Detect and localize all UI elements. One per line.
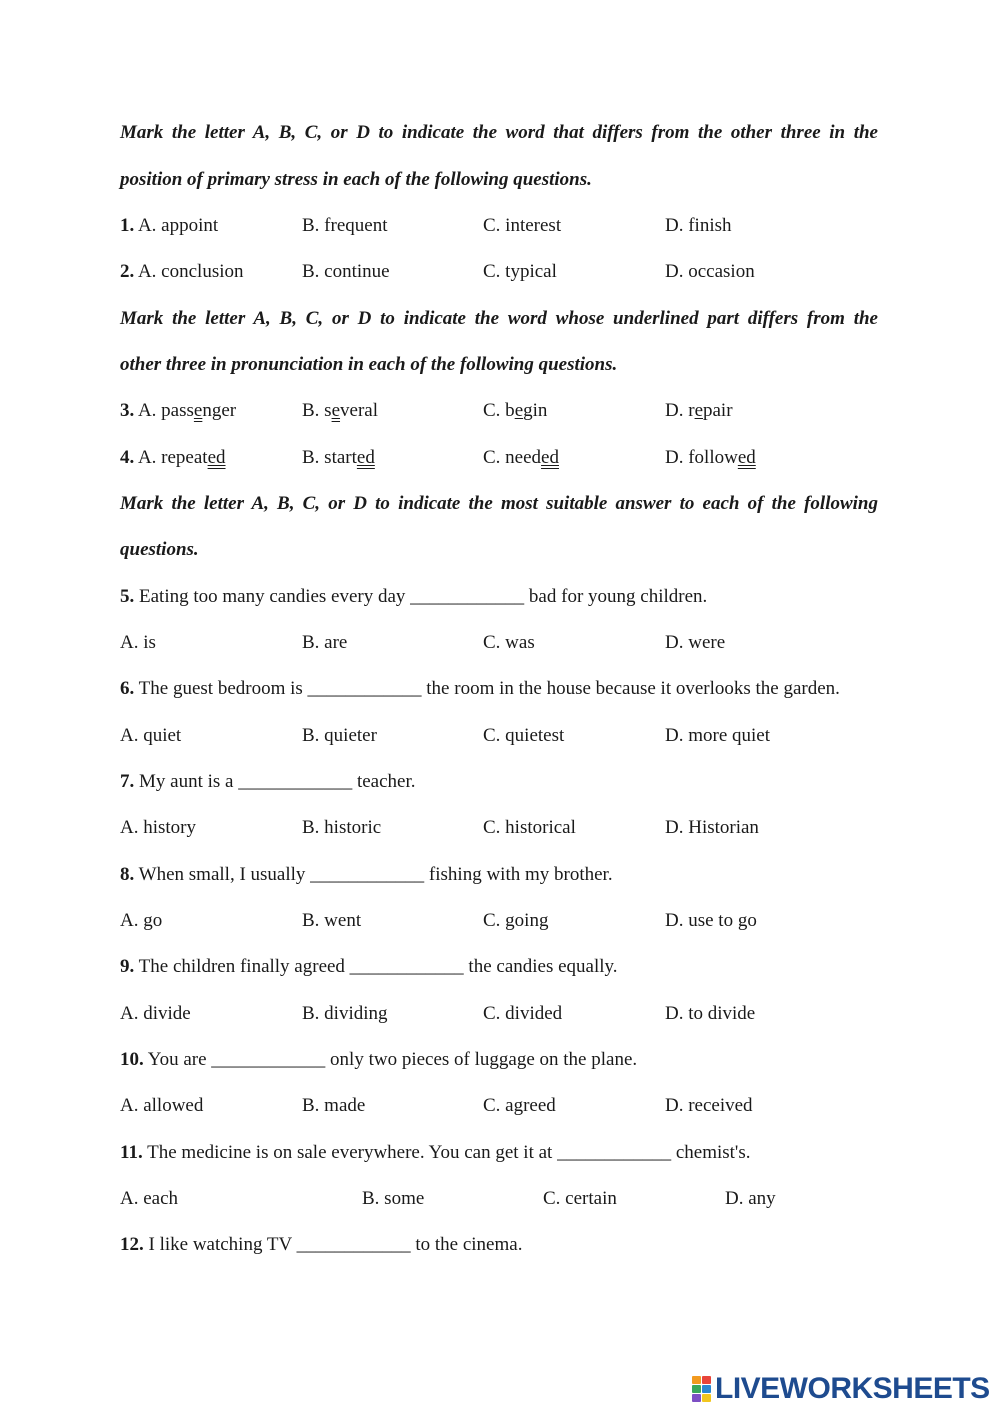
- question-10-option-c[interactable]: C. agreed: [483, 1095, 556, 1116]
- instruction-stress-line-1: Mark the letter A, B, C, or D to indicate the word that differs from the other three in the: [120, 122, 878, 143]
- question-6-option-a[interactable]: A. quiet: [120, 725, 182, 746]
- question-4-option-b[interactable]: [302, 446, 375, 470]
- liveworksheets-logo-icon: [692, 1376, 711, 1402]
- question-number: 8.: [120, 864, 135, 885]
- instruction-answer-line-2: questions.: [120, 539, 199, 560]
- option-text: C. b: [483, 400, 515, 421]
- logo-square: [692, 1385, 701, 1393]
- question-11-option-d[interactable]: D. any: [725, 1188, 776, 1209]
- question-2-option-d[interactable]: D. occasion: [665, 261, 755, 282]
- question-7-option-d[interactable]: D. Historian: [665, 817, 759, 838]
- question-8-option-a[interactable]: A. go: [120, 910, 163, 931]
- question-number: 6.: [120, 678, 135, 699]
- question-11-option-b[interactable]: B. some: [362, 1188, 425, 1209]
- underlined-part: ed: [207, 447, 226, 468]
- question-1-option-c[interactable]: C. interest: [483, 215, 562, 236]
- question-3-option-b[interactable]: [302, 399, 378, 423]
- liveworksheets-logo[interactable]: [692, 1372, 990, 1406]
- question-text: My aunt is a ____________ teacher.: [139, 771, 416, 792]
- question-text: I like watching TV ____________ to the cinema.: [148, 1234, 523, 1255]
- question-1-option-a-text: A. appoint: [137, 215, 219, 236]
- question-3-option-c[interactable]: [483, 399, 547, 423]
- question-text: When small, I usually ____________ fishing with my brother.: [138, 864, 613, 885]
- option-text: B. s: [302, 400, 332, 421]
- instruction-answer-line-1: Mark the letter A, B, C, or D to indicate the most suitable answer to each of the following: [120, 493, 878, 514]
- question-text: You are ____________ only two pieces of luggage on the plane.: [147, 1049, 638, 1070]
- question-5-stem: [120, 585, 707, 609]
- instruction-pronunciation-line-2: other three in pronunciation in each of the following questions.: [120, 354, 618, 375]
- question-8-option-c[interactable]: C. going: [483, 910, 549, 931]
- question-11-stem: [120, 1141, 751, 1165]
- question-text: Eating too many candies every day ____________ bad for young children.: [139, 586, 708, 607]
- question-6-option-d[interactable]: D. more quiet: [665, 725, 771, 746]
- underlined-part: ed: [356, 447, 375, 468]
- question-11-option-c[interactable]: C. certain: [543, 1188, 617, 1209]
- question-4-option-d[interactable]: [665, 446, 756, 470]
- question-5-option-d[interactable]: D. were: [665, 632, 726, 653]
- question-10-option-a[interactable]: A. allowed: [120, 1095, 204, 1116]
- option-text: D. follow: [665, 447, 738, 468]
- question-6-option-b[interactable]: B. quieter: [302, 725, 377, 746]
- question-1-option-a[interactable]: [120, 214, 218, 238]
- option-text: gin: [523, 400, 548, 421]
- question-10-option-b[interactable]: B. made: [302, 1095, 366, 1116]
- question-1-option-b[interactable]: B. frequent: [302, 215, 388, 236]
- question-9-stem: [120, 955, 618, 979]
- question-text: The guest bedroom is ____________ the room in the house because it overlooks the garden.: [138, 678, 840, 699]
- underlined-part: e: [694, 400, 703, 421]
- question-9-option-c[interactable]: C. divided: [483, 1003, 563, 1024]
- question-12-stem: [120, 1233, 522, 1257]
- question-7-option-a[interactable]: A. history: [120, 817, 196, 838]
- question-2-option-b[interactable]: B. continue: [302, 261, 390, 282]
- question-5-option-b[interactable]: B. are: [302, 632, 348, 653]
- question-3-option-a[interactable]: [120, 399, 236, 423]
- underlined-part: e: [514, 400, 524, 421]
- question-8-stem: [120, 863, 613, 887]
- question-5-option-a[interactable]: A. is: [120, 632, 156, 653]
- option-text: pair: [703, 400, 733, 421]
- option-text: veral: [340, 400, 378, 421]
- logo-square: [692, 1394, 701, 1402]
- question-7-option-b[interactable]: B. historic: [302, 817, 382, 838]
- question-6-stem: [120, 677, 840, 701]
- question-number: 7.: [120, 771, 135, 792]
- question-2-option-a[interactable]: [120, 260, 244, 284]
- instruction-pronunciation-line-1: Mark the letter A, B, C, or D to indicate the word whose underlined part differs from the: [120, 308, 878, 329]
- option-text: C. need: [483, 447, 542, 468]
- question-number: 5.: [120, 586, 135, 607]
- question-9-option-b[interactable]: B. dividing: [302, 1003, 388, 1024]
- underlined-part: e: [331, 400, 341, 421]
- question-9-option-a[interactable]: A. divide: [120, 1003, 191, 1024]
- question-5-option-c[interactable]: C. was: [483, 632, 535, 653]
- logo-square: [702, 1376, 711, 1384]
- logo-square: [692, 1376, 701, 1384]
- question-8-option-b[interactable]: B. went: [302, 910, 362, 931]
- question-text: The medicine is on sale everywhere. You can get it at ____________ chemist's.: [147, 1142, 751, 1163]
- question-7-stem: [120, 770, 416, 794]
- liveworksheets-logo-text: LIVEWORKSHEETS: [715, 1372, 990, 1405]
- question-4-number: 4.: [120, 447, 135, 468]
- question-number: 12.: [120, 1234, 144, 1255]
- question-1-option-d[interactable]: D. finish: [665, 215, 732, 236]
- question-2-option-c[interactable]: C. typical: [483, 261, 557, 282]
- option-text: A. repeat: [137, 447, 208, 468]
- question-6-option-c[interactable]: C. quietest: [483, 725, 565, 746]
- underlined-part: ed: [737, 447, 756, 468]
- question-8-option-d[interactable]: D. use to go: [665, 910, 757, 931]
- option-text: D. r: [665, 400, 695, 421]
- logo-square: [702, 1394, 711, 1402]
- question-9-option-d[interactable]: D. to divide: [665, 1003, 756, 1024]
- question-text: The children finally agreed ____________ the candies equally.: [138, 956, 618, 977]
- question-1-number: 1.: [120, 215, 135, 236]
- question-3-option-d[interactable]: [665, 399, 733, 423]
- question-10-stem: [120, 1048, 637, 1072]
- question-number: 11.: [120, 1142, 143, 1163]
- instruction-stress-line-2: position of primary stress in each of the following questions.: [120, 169, 592, 190]
- option-text: nger: [202, 400, 237, 421]
- logo-square: [702, 1385, 711, 1393]
- option-text: A. pass: [137, 400, 194, 421]
- question-4-option-c[interactable]: [483, 446, 559, 470]
- underlined-part: ed: [541, 447, 559, 468]
- question-2-number: 2.: [120, 261, 135, 282]
- question-11-option-a[interactable]: A. each: [120, 1188, 179, 1209]
- question-number: 10.: [120, 1049, 144, 1070]
- question-10-option-d[interactable]: D. received: [665, 1095, 753, 1116]
- question-3-number: 3.: [120, 400, 135, 421]
- question-2-option-a-text: A. conclusion: [137, 261, 244, 282]
- question-number: 9.: [120, 956, 135, 977]
- option-text: B. start: [302, 447, 357, 468]
- underlined-part: e: [193, 400, 203, 421]
- question-4-option-a[interactable]: [120, 446, 226, 470]
- question-7-option-c[interactable]: C. historical: [483, 817, 576, 838]
